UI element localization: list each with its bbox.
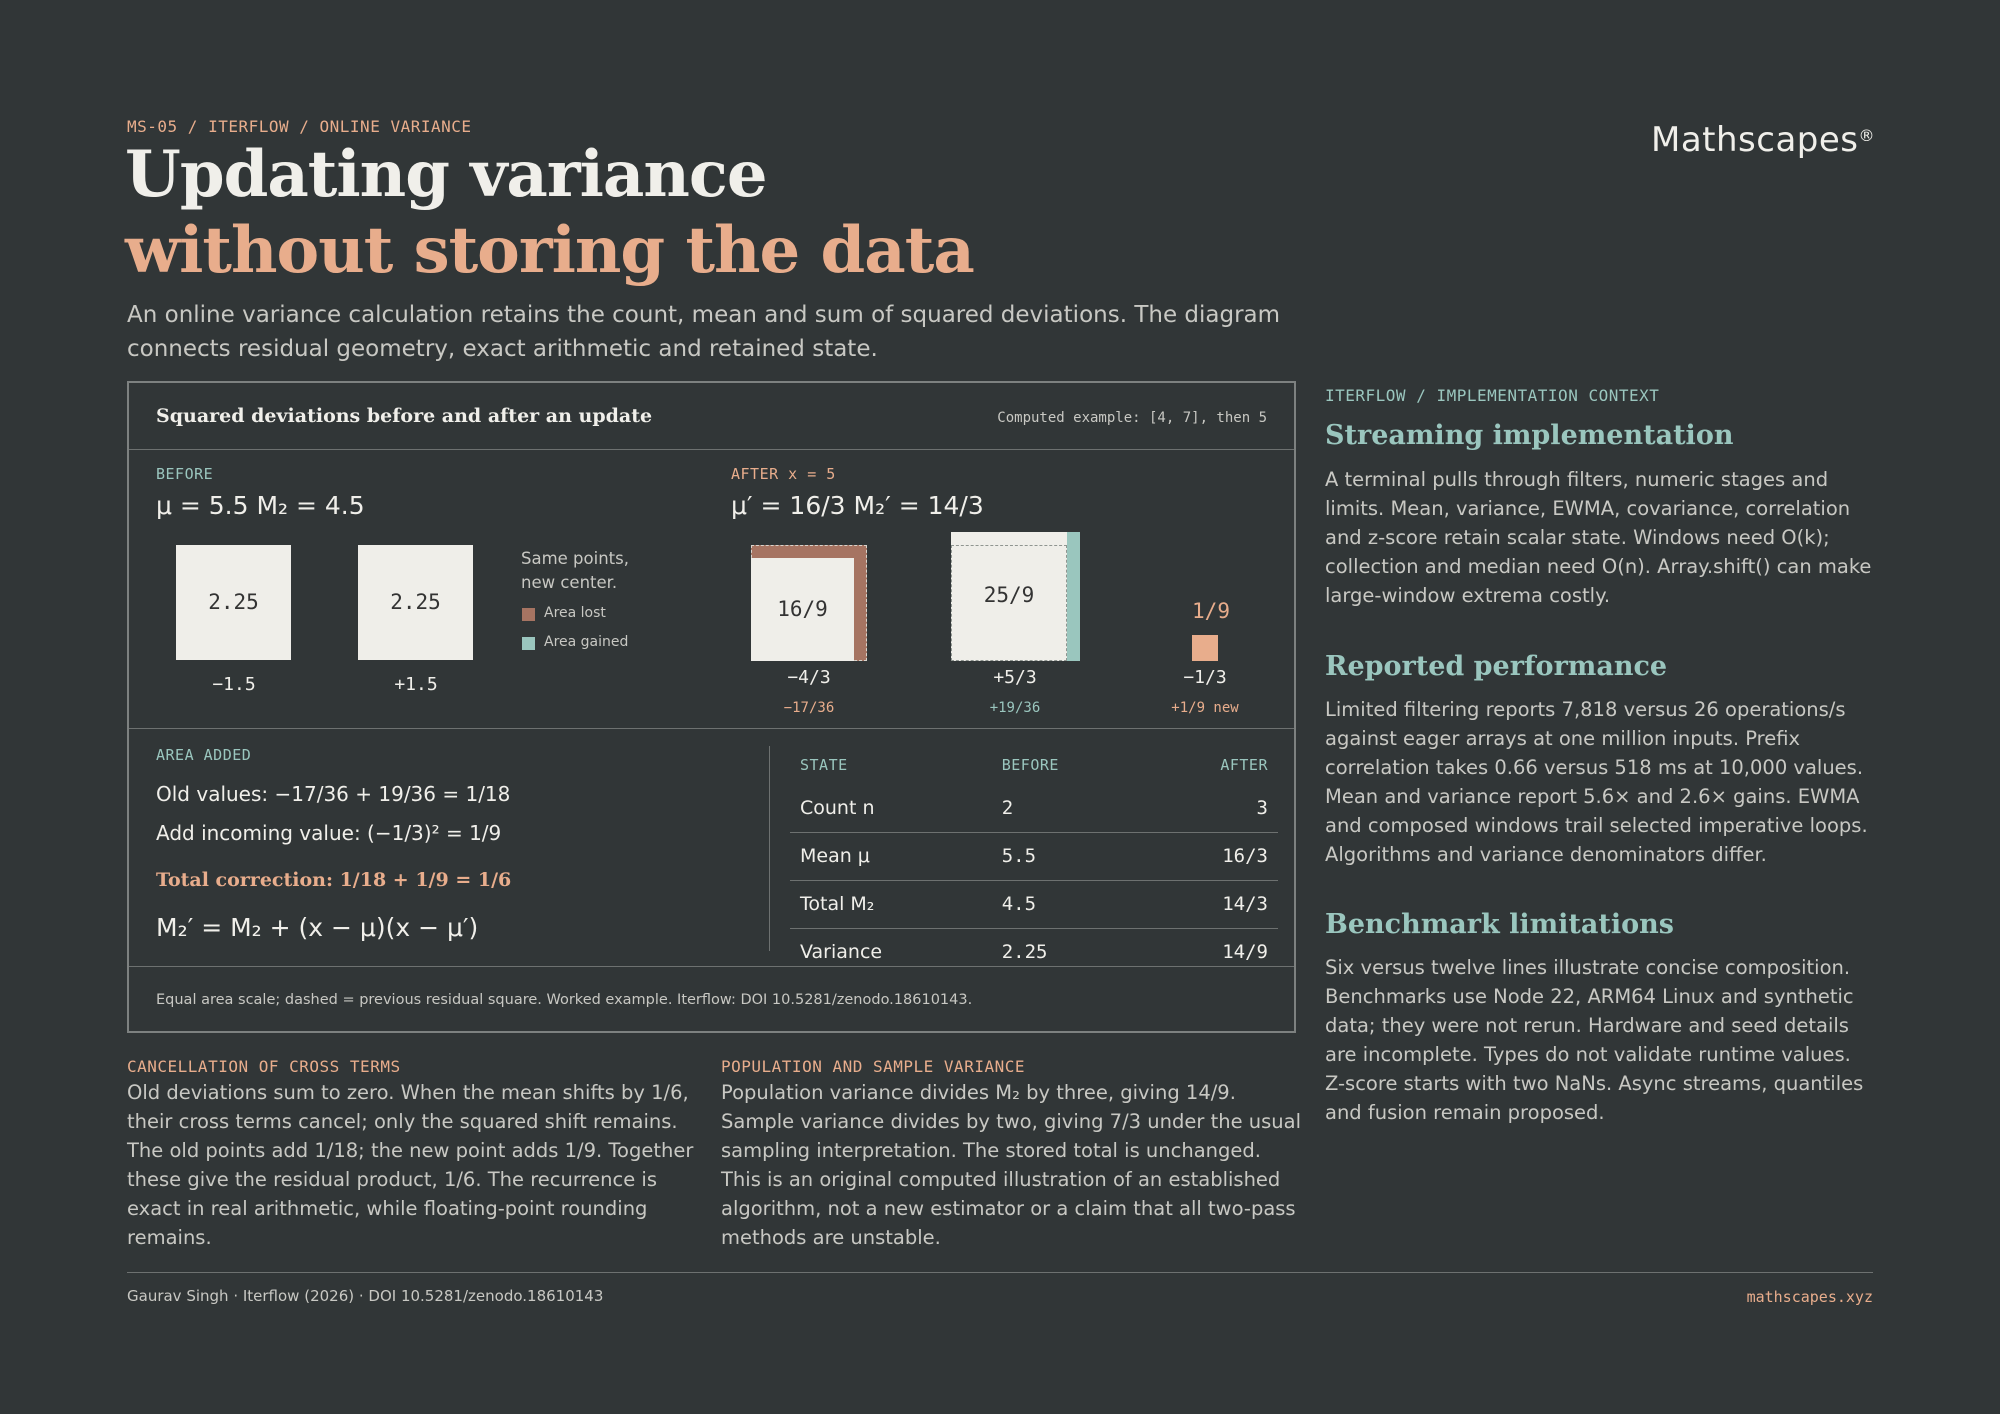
cancellation-text: Old deviations sum to zero. When the mean shifts by 1/6, their cross terms cancel; only the squared shift remains. The old points add 1/18; the new point adds 1/9. Together these give the residual product, 1/6. The recurrence is exact in real arithmetic, while floating-point rounding remains. (127, 1081, 694, 1249)
panel-divider (129, 966, 1294, 967)
population-text: Population variance divides M₂ by three, giving 14/9. Sample variance divides by two, giving 7/3 under the usual sampling interpretation. The stored total is unchanged. This is an original computed illustration of an established algorithm, not a new estimator or a claim that all two-pass methods are unstable. (721, 1081, 1302, 1249)
state-before: 2.25 (1001, 941, 1048, 964)
registered-mark: ® (1858, 126, 1875, 145)
area-lost-label: Area lost (544, 605, 606, 621)
state-after: 14/9 (1222, 941, 1268, 964)
page-title-line-2: without storing the data (125, 213, 974, 288)
footer-credit: Gaurav Singh · Iterflow (2026) · DOI 10.5281/zenodo.18610143 (127, 1287, 604, 1305)
table-row (790, 880, 1278, 928)
table-row (790, 832, 1278, 880)
legend-note-line-2: new center. (521, 573, 618, 592)
before-formula: μ = 5.5 M₂ = 4.5 (156, 491, 365, 520)
area-lost-swatch (522, 608, 535, 621)
state-name: Mean μ (790, 832, 992, 880)
header-after: AFTER (1220, 756, 1268, 774)
legend-note-line-1: Same points, (521, 549, 629, 568)
area-added-label: AREA ADDED (156, 746, 252, 764)
sidebar-heading-streaming: Streaming implementation (1325, 420, 1734, 451)
state-after: 14/3 (1144, 880, 1278, 928)
mathscapes-logo (1620, 120, 1875, 160)
after-deviation-1: −4/3 (787, 667, 831, 688)
sidebar-text-streaming: A terminal pulls through filters, numeric stages and limits. Mean, variance, EWMA, covariance, correlation and z-score retain scalar state. Windows need O(k); collection and median need O(n). Array.shift() can make large-window extrema costly. (1325, 468, 1872, 607)
table-header-row (790, 746, 1278, 784)
state-after: 16/3 (1144, 832, 1278, 880)
state-name: Variance (800, 941, 883, 964)
sidebar-text-performance: Limited filtering reports 7,818 versus 26 operations/s against eager arrays at one million inputs. Prefix correlation takes 0.66 versus 518 ms at 10,000 values. Mean and variance report 5.6× and 2.6× gains. EWMA and composed windows trail selected imperative loops. Algorithms and variance denominators differ. (1325, 698, 1868, 866)
after-delta-3: +1/9 new (1171, 700, 1239, 716)
before-label: BEFORE (156, 465, 214, 483)
series-code: MS-05 / ITERFLOW / ONLINE VARIANCE (127, 117, 472, 136)
logo-text: Mathscapes (1650, 120, 1859, 160)
area-added-line-1: Old values: −17/36 + 19/36 = 1/18 (156, 782, 511, 806)
lower-panel (129, 728, 1294, 968)
intro-paragraph: An online variance calculation retains the count, mean and sum of squared deviations. The diagram connects residual geometry, exact arithmetic and retained state. (127, 302, 1281, 362)
sidebar-heading-limitations: Benchmark limitations (1325, 909, 1674, 940)
after-square-2-value: 25/9 (983, 583, 1035, 607)
legend-note (521, 547, 629, 595)
total-correction: Total correction: 1/18 + 1/9 = 1/6 (156, 869, 512, 891)
panel-example: Computed example: [4, 7], then 5 (997, 410, 1267, 426)
after-deviation-3: −1/3 (1183, 667, 1227, 688)
after-delta-1: −17/36 (783, 700, 835, 716)
population-label: POPULATION AND SAMPLE VARIANCE (721, 1057, 1025, 1076)
after-square-1-value: 16/9 (777, 597, 828, 621)
table-row (790, 928, 1278, 976)
before-square-2-value: 2.25 (390, 590, 441, 614)
table-row (790, 784, 1278, 832)
new-square-value: 1/9 (1192, 599, 1230, 623)
footer-divider (127, 1272, 1873, 1273)
recurrence-formula: M₂′ = M₂ + (x − μ)(x − μ′) (156, 913, 479, 942)
footer-site-link[interactable]: mathscapes.xyz (1746, 1288, 1873, 1306)
area-gained-swatch (522, 637, 535, 650)
diagram-panel (127, 381, 1296, 1033)
area-gained-label: Area gained (544, 634, 629, 650)
before-deviation-1: −1.5 (212, 674, 256, 695)
header-state: STATE (800, 756, 848, 774)
state-name: Total M₂ (790, 880, 992, 928)
after-deviation-2: +5/3 (993, 667, 1037, 688)
new-square (1192, 635, 1218, 661)
state-before: 5.5 (992, 832, 1145, 880)
panel-caption: Equal area scale; dashed = previous residual square. Worked example. Iterflow: DOI 10.5281/zenodo.18610143. (156, 992, 973, 1008)
column-divider (769, 746, 770, 951)
sidebar-label: ITERFLOW / IMPLEMENTATION CONTEXT (1325, 386, 1660, 405)
state-before: 4.5 (992, 880, 1145, 928)
before-deviation-2: +1.5 (394, 674, 438, 695)
state-after: 3 (1144, 784, 1278, 832)
after-delta-2: +19/36 (989, 700, 1041, 716)
area-added-line-2: Add incoming value: (−1/3)² = 1/9 (156, 821, 502, 845)
panel-title: Squared deviations before and after an update (156, 405, 653, 427)
header-before: BEFORE (1001, 756, 1059, 774)
after-label: AFTER x = 5 (731, 465, 836, 483)
state-name: Count n (790, 784, 992, 832)
panel-divider (129, 449, 1294, 450)
sidebar-heading-performance: Reported performance (1325, 651, 1668, 682)
cancellation-label: CANCELLATION OF CROSS TERMS (127, 1057, 401, 1076)
after-formula: μ′ = 16/3 M₂′ = 14/3 (731, 491, 984, 520)
state-before: 2 (992, 784, 1145, 832)
sidebar-text-limitations: Six versus twelve lines illustrate concise composition. Benchmarks use Node 22, ARM64 Linux and synthetic data; they were not rerun. Hardware and seed details are incomplete. Types do not validate runtime values. Z-score starts with two NaNs. Async streams, quantiles and fusion remain proposed. (1325, 956, 1864, 1124)
page-title-line-1: Updating variance (125, 137, 767, 212)
state-table (790, 746, 1278, 976)
before-square-1-value: 2.25 (208, 590, 259, 614)
